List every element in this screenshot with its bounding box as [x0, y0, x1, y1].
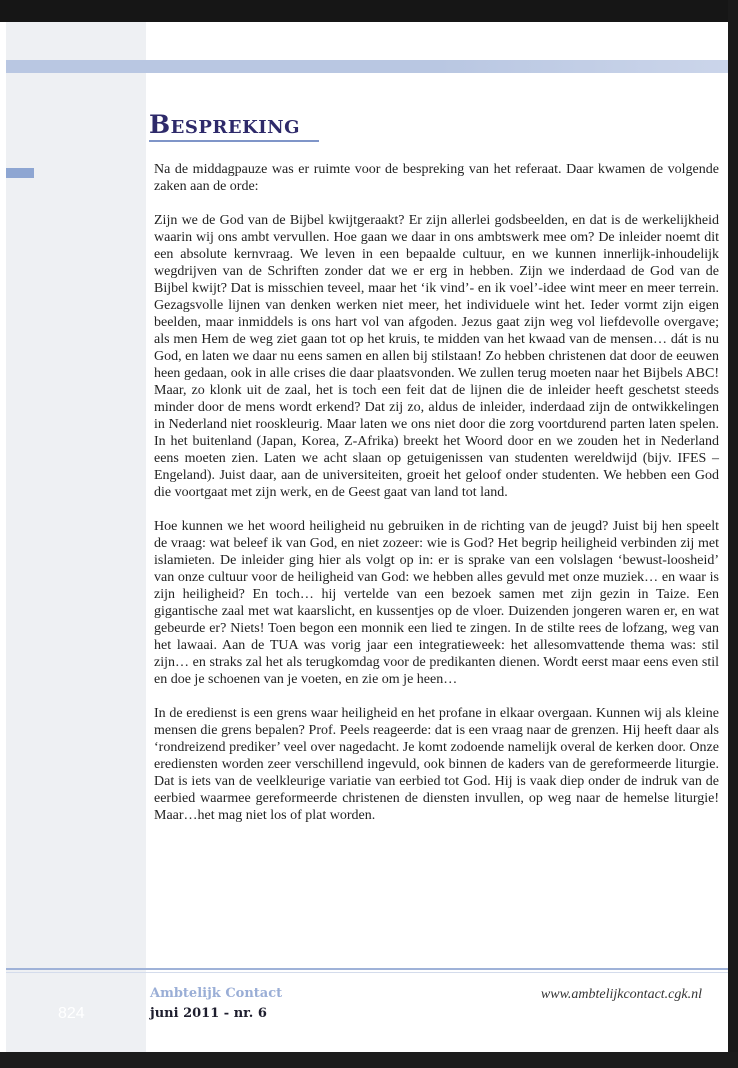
- footer-divider-thin: [6, 972, 728, 973]
- article-body: [154, 161, 719, 841]
- scan-border-right: [728, 0, 738, 1068]
- top-color-band: [6, 60, 728, 73]
- scan-border-top: [0, 0, 738, 22]
- paragraph-god-of-bible: Zijn we de God van de Bijbel kwijtgeraakt? Er zijn allerlei godsbeelden, en dat is de werkelijkheid waarin wij ons ambt vervullen. Hoe gaan we daar in ons ambtswerk mee om? De inleider noemt dit een absolute kernvraag. We leven in een bepaalde cultuur, en we kunnen innerlijk-inhoudelijk wegdrijven van de Schriften zonder dat we er erg in hebben. Zijn we inderdaad de God van de Bijbel kwijt? Dat is misschien teveel, maar het ‘ik vind’- en ik voel’-idee wint meer en meer terrein. Gezagsvolle lijnen van denken werken niet meer, het individuele wint het. Ieder vormt zijn eigen beelden, maar inmiddels is ons hart vol van afgoden. Jezus gaat zijn weg vol liefdevolle overgave; als men Hem de weg ziet gaan tot op het kruis, te midden van het kwaad van de mensen… dát is nu God, en laten we daar nu eens samen en allen bij stilstaan! Zo hebben christenen dat door de eeuwen heen gedaan, ook in alle crises die daar plaatsvonden. We zullen terug moeten naar het Bijbels ABC! Maar, zo klonk uit de zaal, het is toch een feit dat de lijnen die de inleider heeft geschetst steeds minder door de mens wordt erkend? Dat zij zo, aldus de inleider, inderdaad zijn de ontwikkelingen in Nederland niet rooskleurig. Maar laten we ons niet door die zorg voortdurend parten laten spelen. In het buitenland (Japan, Korea, Z-Afrika) breekt het Woord door en we zouden het in Nederland eens moeten zien. Laten we acht slaan op getuigenissen van studenten wereldwijd (bijv. IFES – Engeland). Juist daar, aan de universiteiten, groeit het geloof onder studenten. We hebben een God die voortgaat met zijn werk, en de Geest gaat van land tot land.: [154, 213, 719, 500]
- section-heading: Bespreking: [149, 110, 300, 139]
- magazine-page: [6, 22, 728, 1052]
- website-url: www.ambtelijkcontact.cgk.nl: [540, 987, 702, 1002]
- section-marker-tab: [6, 168, 34, 178]
- page-number: 824: [58, 1005, 85, 1022]
- magazine-title: Ambtelijk Contact: [150, 986, 283, 1001]
- paragraph-holiness-youth: Hoe kunnen we het woord heiligheid nu gebruiken in de richting van de jeugd? Juist bij hen speelt de vraag: wat beleef ik van God, en niet zozeer: wie is God? Het begrip heiligheid verbinden zij met islamieten. De inleider ging hier als volgt op in: er is sprake van een volslagen ‘bewust-loosheid’ van onze cultuur voor de heiligheid van God: we hebben alles gevuld met onze muziek… en waar is zijn heiligheid? En toch… hij vertelde van een bezoek samen met zijn gezin in Taize. Een gigantische zaal met wat kaarslicht, en kussentjes op de vloer. Duizenden jongeren waren er, en wat gebeurde er? Niets! Toen begon een monnik een lied te zingen. In de stilte rees de lofzang, weg van het lawaai. Aan de TUA was vorig jaar een integratieweek: het allesomvattende thema was: stil zijn… en straks zal het als terugkomdag voor de predikanten dienen. Wordt eerst maar eens even stil en doe je schoenen van je voeten, en zie om je heen…: [154, 519, 719, 687]
- issue-label: juni 2011 - nr. 6: [150, 1006, 267, 1021]
- heading-underline: [149, 140, 319, 142]
- footer-divider: [6, 968, 728, 970]
- paragraph-intro: Na de middagpauze was er ruimte voor de bespreking van het referaat. Daar kwamen de volgende zaken aan de orde:: [154, 162, 719, 194]
- scan-border-bottom: [0, 1052, 738, 1068]
- paragraph-worship-boundary: In de eredienst is een grens waar heiligheid en het profane in elkaar overgaan. Kunnen wij als kleine mensen die grens bepalen? Prof. Peels reageerde: dat is een vraag naar de grenzen. Hij heeft daar als ‘rondreizend prediker’ veel over nagedacht. Je komt zodoende namelijk overal de kerken door. Onze erediensten worden zeer verschillend ingevuld, ook binnen de kaders van de gereformeerde liturgie. Dat is iets van de veelkleurige variatie van eerbied tot God. Hij is vaak diep onder de indruk van de eerbied waarmee gereformeerde christenen de diensten invullen, op weg naar de hemelse liturgie! Maar…het mag niet los of plat worden.: [154, 706, 719, 823]
